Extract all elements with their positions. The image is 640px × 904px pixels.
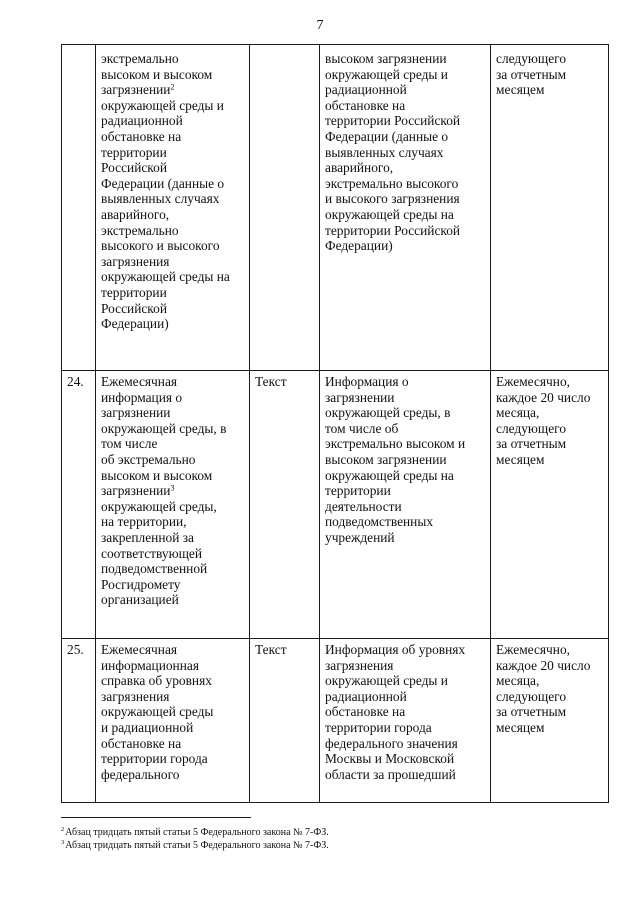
row-description-cell: Информация об уровнях загрязнения окружающей среды и радиационной обстановке на территории города федерального значения Москвы и Московской области за прошедший — [320, 639, 491, 803]
row-number-cell: 25. — [62, 639, 96, 803]
table-row-24 — [62, 371, 609, 639]
row-form-cell — [250, 45, 320, 371]
footnote-text: Абзац тридцать пятый статьи 5 Федерального закона № 7-ФЗ. — [65, 840, 329, 851]
footnotes — [61, 826, 601, 852]
footnote-separator — [61, 817, 251, 818]
row-term-cell: следующего за отчетным месяцем — [491, 45, 609, 371]
row-description-cell: Информация о загрязнении окружающей среды, в том числе об экстремально высоком и высоком загрязнении окружающей среды на территории деятельности подведомственных учреждений — [320, 371, 491, 639]
footnote-mark: 2 — [61, 826, 65, 834]
row-description-cell: высоком загрязнении окружающей среды и радиационной обстановке на территории Российской Федерации (данные о выявленных случаях аварийного, экстремально высокого и высокого загрязнения окружающей среды на территории Российской Федерации) — [320, 45, 491, 371]
footnote-2 — [61, 826, 601, 839]
row-name-cell — [96, 371, 250, 639]
table-row-continued — [62, 45, 609, 371]
row-form-cell: Текст — [250, 639, 320, 803]
row-name-text-part1: экстремально высоком и высоком загрязнении — [101, 51, 213, 98]
row-form-cell: Текст — [250, 371, 320, 639]
footnote-text: Абзац тридцать пятый статьи 5 Федерального закона № 7-ФЗ. — [65, 827, 329, 838]
row-name-text-part2: окружающей среды, на территории, закрепленной за соответствующей подведомственной Росгидромету организацией — [101, 498, 217, 608]
row-term-cell: Ежемесячно, каждое 20 число месяца, следующего за отчетным месяцем — [491, 371, 609, 639]
footnote-3 — [61, 839, 601, 852]
row-name-text-part1: Ежемесячная информация о загрязнении окружающей среды, в том числе об экстремально высоком и высоком загрязнении — [101, 374, 227, 499]
row-name-text-part2: окружающей среды и радиационной обстановке на территории Российской Федерации (данные о выявленных случаях аварийного, экстремально высокого и высокого загрязнения окружающей среды на территории Российской Федерации) — [101, 97, 230, 332]
data-table — [61, 44, 609, 803]
table-row-25 — [62, 639, 609, 803]
footnote-reference-2: 2 — [170, 82, 175, 92]
row-number-cell: 24. — [62, 371, 96, 639]
row-number-cell — [62, 45, 96, 371]
footnote-mark: 3 — [61, 839, 65, 847]
page-number: 7 — [316, 18, 324, 33]
row-name-cell — [96, 45, 250, 371]
row-name-cell: Ежемесячная информационная справка об уровнях загрязнения окружающей среды и радиационной обстановке на территории города федерального — [96, 639, 250, 803]
row-term-cell: Ежемесячно, каждое 20 число месяца, следующего за отчетным месяцем — [491, 639, 609, 803]
footnote-reference-3: 3 — [170, 483, 175, 493]
